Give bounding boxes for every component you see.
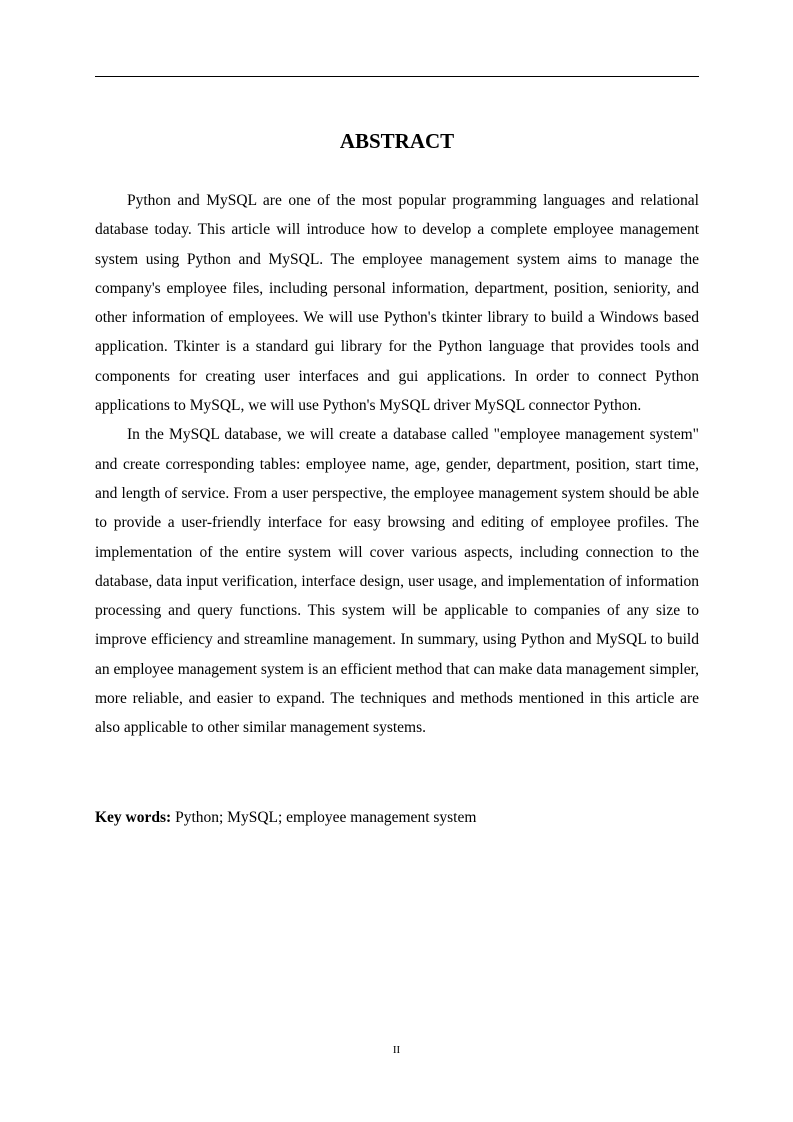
keywords-value: Python; MySQL; employee management system (175, 809, 477, 826)
abstract-paragraph-1: Python and MySQL are one of the most popular programming languages and relational database today. This article will introduce how to develop a complete employee management system using Python and MySQL. The employee management system aims to manage the company's employee files, including personal information, department, position, seniority, and other information of employees. We will use Python's tkinter library to build a Windows based application. Tkinter is a standard gui library for the Python language that provides tools and components for creating user interfaces and gui applications. In order to connect Python applications to MySQL, we will use Python's MySQL driver MySQL connector Python. (95, 192, 699, 415)
abstract-paragraph-2: In the MySQL database, we will create a database called "employee management system" and create corresponding tables: employee name, age, gender, department, position, start time, and length of service. From a user perspective, the employee management system should be able to provide a user-friendly interface for easy browsing and editing of employee profiles. The implementation of the entire system will cover various aspects, including connection to the database, data input verification, interface design, user usage, and implementation of information processing and query functions. This system will be applicable to companies of any size to improve efficiency and streamline management. In summary, using Python and MySQL to build an employee management system is an efficient method that can make data management simpler, more reliable, and easier to expand. The techniques and methods mentioned in this article are also applicable to other similar management systems. (95, 426, 699, 737)
header-rule (95, 76, 699, 77)
keywords-label: Key words: (95, 809, 172, 826)
page-title: ABSTRACT (339, 129, 455, 153)
page-number: II (392, 1044, 401, 1056)
abstract-body (95, 186, 699, 743)
keywords-line (95, 803, 699, 832)
